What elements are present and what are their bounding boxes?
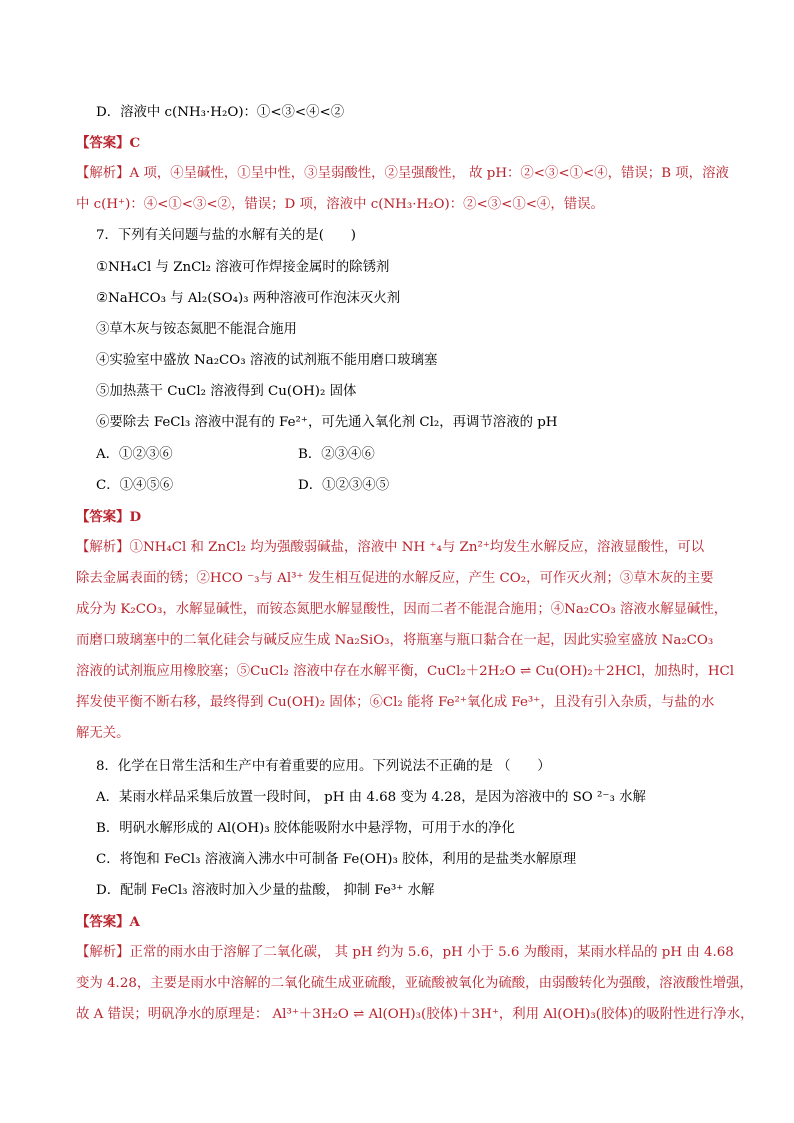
q7-stem: 7．下列有关问题与盐的水解有关的是( ) <box>96 228 356 243</box>
q8-option-d: D．配制 FeCl₃ 溶液时加入少量的盐酸， 抑制 Fe³⁺ 水解 <box>96 883 435 898</box>
q8-stem: 8．化学在日常生活和生产中有着重要的应用。下列说法不正确的是 （ ） <box>96 759 551 774</box>
q7-option-d: D．①②③④⑤ <box>298 478 390 493</box>
q7-analysis-line-7: 解无关。 <box>76 726 130 741</box>
q7-answer: 【答案】D <box>76 509 142 525</box>
q8-analysis-line-1: 【解析】正常的雨水由于溶解了二氧化碳， 其 pH 约为 5.6，pH 小于 5.6 为酸雨，某雨水样品的 pH 由 4.68 <box>76 945 734 960</box>
q8-analysis-line-3: 故 A 错误；明矾净水的原理是： Al³⁺＋3H₂O ⇌ Al(OH)₃(胶体)＋3H⁺，利用 Al(OH)₃(胶体)的吸附性进行净水， <box>76 1007 754 1022</box>
q7-analysis-line-6: 挥发使平衡不断右移，最终得到 Cu(OH)₂ 固体；⑥Cl₂ 能将 Fe²⁺氧化成 Fe³⁺，且没有引入杂质，与盐的水 <box>76 695 715 710</box>
q8-option-c: C．将饱和 FeCl₃ 溶液滴入沸水中可制备 Fe(OH)₃ 胶体，利用的是盐类水解原理 <box>96 852 577 867</box>
q6-option-d: D．溶液中 c(NH₃·H₂O)：①<③<④<② <box>96 105 345 120</box>
q8-option-b: B．明矾水解形成的 Al(OH)₃ 胶体能吸附水中悬浮物，可用于水的净化 <box>96 821 515 836</box>
q7-item-3: ③草木灰与铵态氮肥不能混合施用 <box>96 322 297 337</box>
q7-analysis-line-4: 而磨口玻璃塞中的二氧化硅会与碱反应生成 Na₂SiO₃，将瓶塞与瓶口黏合在一起，因此实验室盛放 Na₂CO₃ <box>76 633 714 648</box>
q8-analysis-line-2: 变为 4.28，主要是雨水中溶解的二氧化硫生成亚硫酸，亚硫酸被氧化为硫酸，由弱酸转化为强酸，溶液酸性增强， <box>76 976 753 991</box>
q7-analysis-line-2: 除去金属表面的锈；②HCO ⁻₃与 Al³⁺ 发生相互促进的水解反应，产生 CO₂，可作灭火剂；③草木灰的主要 <box>76 571 714 586</box>
q6-analysis-line-1: 【解析】A 项，④呈碱性，①呈中性，③呈弱酸性，②呈强酸性， 故 pH：②<③<①<④，错误；B 项，溶液 <box>76 166 729 181</box>
q6-answer: 【答案】C <box>76 135 141 151</box>
q8-option-a: A．某雨水样品采集后放置一段时间， pH 由 4.68 变为 4.28，是因为溶液中的 SO ²⁻₃ 水解 <box>96 790 646 805</box>
q7-item-1: ①NH₄Cl 与 ZnCl₂ 溶液可作焊接金属时的除锈剂 <box>96 260 390 275</box>
q7-option-b: B．②③④⑥ <box>298 447 375 462</box>
q7-item-5: ⑤加热蒸干 CuCl₂ 溶液得到 Cu(OH)₂ 固体 <box>96 384 357 399</box>
q7-item-6: ⑥要除去 FeCl₃ 溶液中混有的 Fe²⁺，可先通入氧化剂 Cl₂，再调节溶液的 pH <box>96 415 558 430</box>
q6-analysis-line-2: 中 c(H⁺)：④<①<③<②，错误；D 项，溶液中 c(NH₃·H₂O)：②<③<①<④，错误。 <box>76 197 604 212</box>
q7-analysis-line-5: 溶液的试剂瓶应用橡胶塞；⑤CuCl₂ 溶液中存在水解平衡，CuCl₂＋2H₂O ⇌ Cu(OH)₂＋2HCl，加热时，HCl <box>76 664 735 679</box>
q7-analysis-line-3: 成分为 K₂CO₃，水解显碱性，而铵态氮肥水解显酸性，因而二者不能混合施用；④Na₂CO₃ 溶液水解显碱性， <box>76 602 728 617</box>
q8-answer: 【答案】A <box>76 914 140 930</box>
q7-item-4: ④实验室中盛放 Na₂CO₃ 溶液的试剂瓶不能用磨口玻璃塞 <box>96 353 438 368</box>
q7-item-2: ②NaHCO₃ 与 Al₂(SO₄)₃ 两种溶液可作泡沫灭火剂 <box>96 291 401 306</box>
q7-option-a: A．①②③⑥ <box>96 447 173 462</box>
q7-analysis-line-1: 【解析】①NH₄Cl 和 ZnCl₂ 均为强酸弱碱盐，溶液中 NH ⁺₄与 Zn²⁺均发生水解反应，溶液显酸性，可以 <box>76 540 705 555</box>
q7-option-c: C．①④⑤⑥ <box>96 478 174 493</box>
